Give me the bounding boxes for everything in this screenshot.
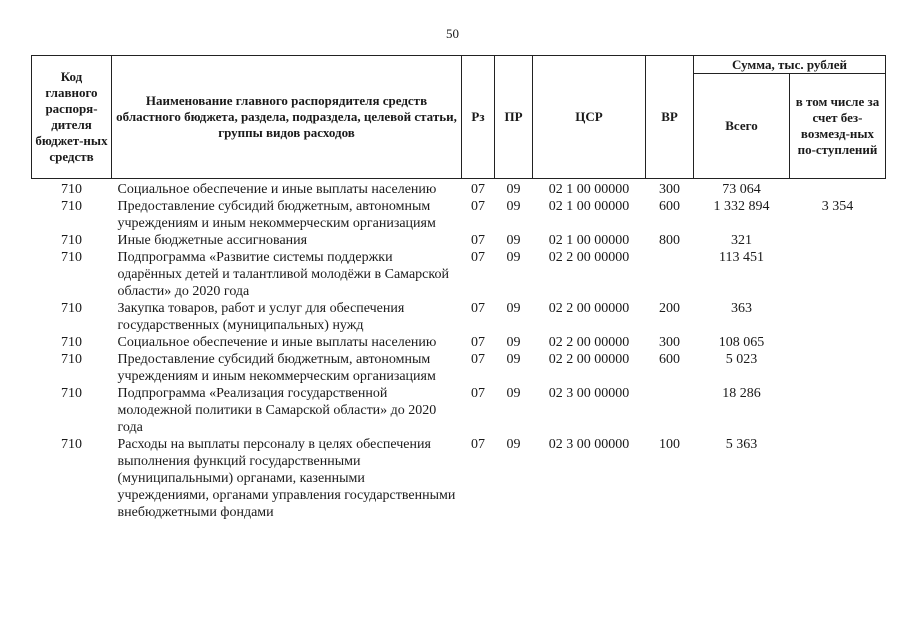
cell-csr: 02 1 00 00000 bbox=[548, 199, 630, 214]
table-row bbox=[32, 385, 886, 436]
header-rz: Рз bbox=[462, 56, 495, 179]
header-csr: ЦСР bbox=[533, 56, 646, 179]
cell-free bbox=[790, 334, 886, 351]
cell-code: 710 bbox=[61, 335, 82, 350]
cell-name: Социальное обеспечение и иные выплаты населению bbox=[117, 335, 437, 350]
cell-vr: 600 bbox=[659, 199, 680, 214]
cell-name: Подпрограмма «Реализация государственной молодежной политики в Самарской области» до 2020 года bbox=[117, 386, 437, 435]
table-row bbox=[32, 436, 886, 521]
cell-code: 710 bbox=[61, 250, 82, 265]
header-vr: ВР bbox=[646, 56, 694, 179]
cell-pr: 09 bbox=[506, 233, 521, 248]
cell-rz: 07 bbox=[471, 250, 485, 265]
cell-free bbox=[790, 385, 886, 436]
cell-rz: 07 bbox=[471, 335, 485, 350]
cell-code: 710 bbox=[61, 301, 82, 316]
cell-total: 108 065 bbox=[718, 335, 765, 350]
cell-code: 710 bbox=[61, 199, 82, 214]
cell-free bbox=[790, 351, 886, 385]
table-body bbox=[32, 179, 886, 522]
cell-rz: 07 bbox=[471, 182, 485, 197]
cell-pr: 09 bbox=[506, 335, 521, 350]
cell-rz: 07 bbox=[471, 386, 485, 401]
table-row bbox=[32, 198, 886, 232]
cell-rz: 07 bbox=[471, 437, 485, 452]
cell-csr: 02 3 00 00000 bbox=[548, 386, 630, 401]
cell-vr: 300 bbox=[659, 182, 680, 197]
cell-name: Социальное обеспечение и иные выплаты населению bbox=[117, 182, 437, 197]
cell-code: 710 bbox=[61, 352, 82, 367]
budget-table bbox=[31, 55, 886, 521]
cell-pr: 09 bbox=[506, 182, 521, 197]
header-sum-group: Сумма, тыс. рублей bbox=[694, 56, 886, 74]
table-row bbox=[32, 334, 886, 351]
cell-total: 363 bbox=[731, 301, 752, 316]
cell-name: Расходы на выплаты персоналу в целях обеспечения выполнения функций государственными (муниципальными) органами, казенными учреждениями, органами управления государственными внебюджетными фондами bbox=[117, 437, 456, 520]
cell-code: 710 bbox=[61, 437, 82, 452]
cell-free bbox=[790, 436, 886, 521]
cell-name: Предоставление субсидий бюджетным, автономным учреждениям и иным некоммерческим организациям bbox=[117, 352, 436, 384]
cell-pr: 09 bbox=[506, 437, 521, 452]
table-row bbox=[32, 300, 886, 334]
cell-total: 18 286 bbox=[722, 386, 761, 401]
cell-code: 710 bbox=[61, 182, 82, 197]
cell-pr: 09 bbox=[506, 352, 521, 367]
cell-total: 1 332 894 bbox=[713, 199, 770, 214]
cell-total: 5 023 bbox=[725, 352, 758, 367]
cell-csr: 02 2 00 00000 bbox=[548, 335, 630, 350]
header-code: Код главного распоря-дителя бюджет-ных средств bbox=[32, 56, 112, 179]
cell-rz: 07 bbox=[471, 199, 485, 214]
cell-free bbox=[790, 232, 886, 249]
cell-rz: 07 bbox=[471, 233, 485, 248]
cell-vr: 800 bbox=[659, 233, 680, 248]
cell-vr: 600 bbox=[659, 352, 680, 367]
page-number: 50 bbox=[446, 26, 459, 41]
cell-rz: 07 bbox=[471, 301, 485, 316]
cell-total: 73 064 bbox=[722, 182, 761, 197]
cell-csr: 02 1 00 00000 bbox=[548, 182, 630, 197]
table-row bbox=[32, 232, 886, 249]
cell-name: Подпрограмма «Развитие системы поддержки одарённых детей и талантливой молодёжи в Самарской области» до 2020 года bbox=[117, 250, 449, 299]
cell-free: 3 354 bbox=[821, 199, 854, 214]
table-row bbox=[32, 249, 886, 300]
cell-name: Закупка товаров, работ и услуг для обеспечения государственных (муниципальных) нужд bbox=[117, 301, 405, 333]
cell-vr: 200 bbox=[659, 301, 680, 316]
cell-pr: 09 bbox=[506, 250, 521, 265]
cell-free bbox=[790, 179, 886, 199]
cell-free bbox=[790, 300, 886, 334]
cell-vr bbox=[646, 385, 694, 436]
cell-csr: 02 2 00 00000 bbox=[548, 250, 630, 265]
header-free: в том числе за счет без-возмезд-ных по-ступлений bbox=[790, 74, 886, 179]
cell-name: Предоставление субсидий бюджетным, автономным учреждениям и иным некоммерческим организациям bbox=[117, 199, 436, 231]
cell-total: 321 bbox=[731, 233, 752, 248]
cell-csr: 02 2 00 00000 bbox=[548, 301, 630, 316]
cell-vr: 100 bbox=[659, 437, 680, 452]
header-name: Наименование главного распорядителя средств областного бюджета, раздела, подраздела, целевой статьи, группы видов расходов bbox=[112, 56, 462, 179]
table-row bbox=[32, 179, 886, 199]
header-pr: ПР bbox=[495, 56, 533, 179]
cell-total: 113 451 bbox=[719, 250, 764, 265]
cell-csr: 02 1 00 00000 bbox=[548, 233, 630, 248]
cell-vr: 300 bbox=[659, 335, 680, 350]
cell-pr: 09 bbox=[506, 386, 521, 401]
cell-total: 5 363 bbox=[725, 437, 758, 452]
cell-rz: 07 bbox=[471, 352, 485, 367]
cell-pr: 09 bbox=[506, 301, 521, 316]
header-total: Всего bbox=[694, 74, 790, 179]
cell-name: Иные бюджетные ассигнования bbox=[117, 233, 308, 248]
table-row bbox=[32, 351, 886, 385]
table-header bbox=[32, 56, 886, 179]
cell-free bbox=[790, 249, 886, 300]
cell-code: 710 bbox=[61, 233, 82, 248]
cell-pr: 09 bbox=[506, 199, 521, 214]
cell-code: 710 bbox=[61, 386, 82, 401]
cell-csr: 02 2 00 00000 bbox=[548, 352, 630, 367]
cell-csr: 02 3 00 00000 bbox=[548, 437, 630, 452]
cell-vr bbox=[646, 249, 694, 300]
